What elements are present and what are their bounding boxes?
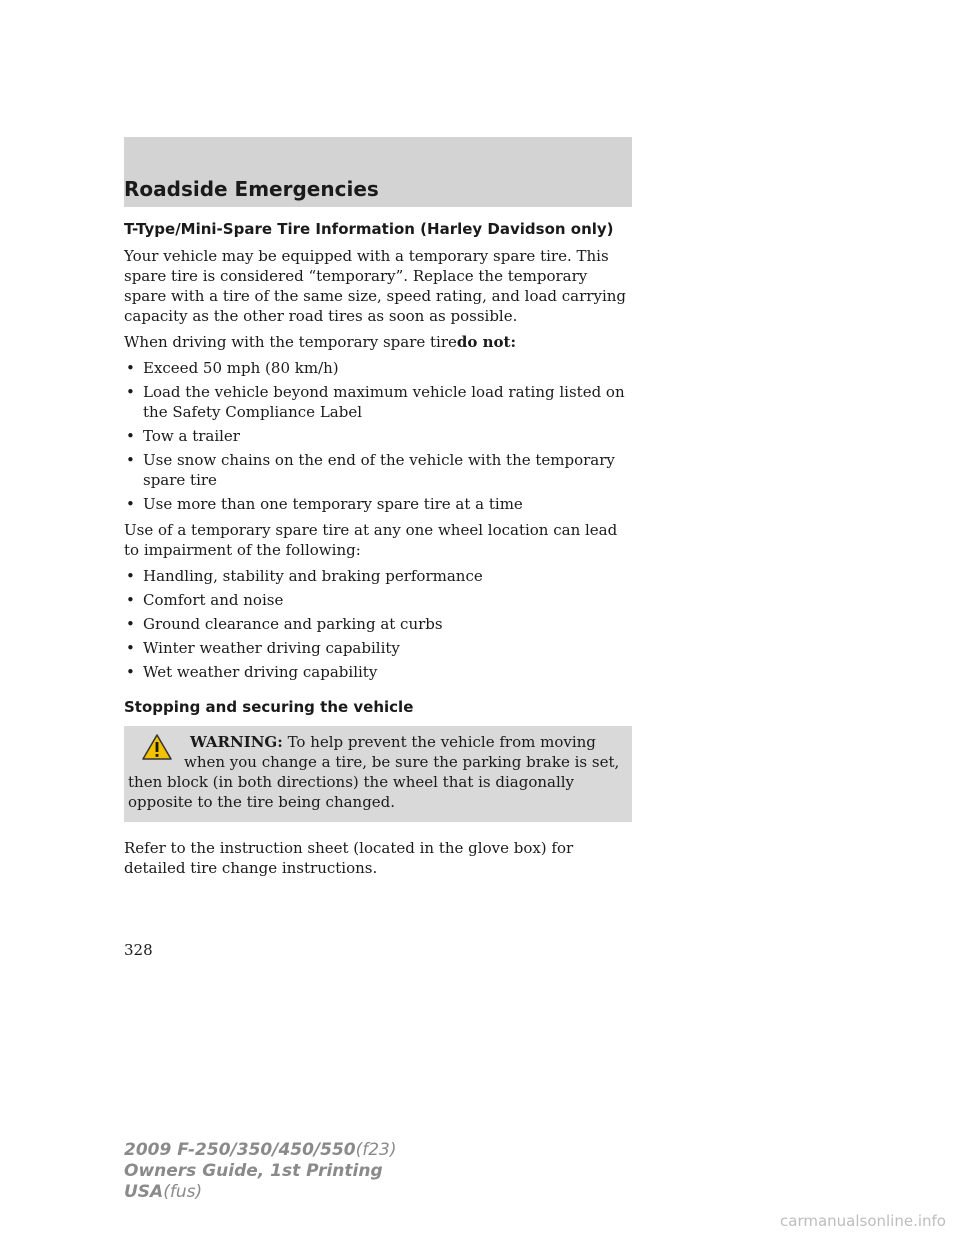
warning-text: To help prevent the vehicle from moving when you change a tire, be sure the parking brake is set, then block (in both directions) the wheel that is diagonally opposite to the tire being changed. bbox=[128, 733, 620, 811]
warning-label: WARNING: bbox=[190, 733, 283, 751]
driving-lead-text: When driving with the temporary spare tire bbox=[124, 333, 457, 351]
page-number: 328 bbox=[124, 941, 153, 959]
driving-lead bbox=[124, 332, 632, 352]
list-item: • Comfort and noise bbox=[126, 591, 284, 609]
list-item: • Tow a trailer bbox=[126, 427, 240, 445]
list-item: • Handling, stability and braking performance bbox=[126, 567, 483, 585]
list-item: • Load the vehicle beyond maximum vehicle load rating listed on the Safety Compliance Label bbox=[126, 383, 625, 421]
section-header-band bbox=[124, 137, 632, 207]
bullet-icon: • bbox=[126, 615, 135, 633]
bullet-icon: • bbox=[126, 663, 135, 681]
warning-triangle-icon bbox=[142, 734, 172, 760]
section-heading-stopping: Stopping and securing the vehicle bbox=[124, 698, 414, 716]
spare-tire-intro: Your vehicle may be equipped with a temporary spare tire. This spare tire is considered “temporary”. Replace the temporary spare with a tire of the same size, speed rating, and load carrying capacity as the other road tires as soon as possible. bbox=[124, 247, 627, 325]
chapter-title: Roadside Emergencies bbox=[124, 177, 379, 201]
section-stopping bbox=[124, 696, 632, 878]
site-watermark: carmanualsonline.info bbox=[780, 1212, 946, 1230]
list-item: • Use more than one temporary spare tire at a time bbox=[126, 495, 523, 513]
list-item: • Winter weather driving capability bbox=[126, 639, 400, 657]
section-heading-spare-tire: T-Type/Mini-Spare Tire Information (Harley Davidson only) bbox=[124, 220, 614, 238]
document-footer bbox=[124, 1140, 397, 1203]
bullet-icon: • bbox=[126, 639, 135, 657]
impairment-list bbox=[124, 566, 632, 682]
bullet-icon: • bbox=[126, 591, 135, 609]
bullet-icon: • bbox=[126, 567, 135, 585]
footer-line-1: 2009 F-250/350/450/550(f23) bbox=[124, 1140, 397, 1160]
list-item: • Ground clearance and parking at curbs bbox=[126, 615, 443, 633]
bullet-icon: • bbox=[126, 495, 135, 513]
bullet-icon: • bbox=[126, 359, 135, 377]
refer-instructions: Refer to the instruction sheet (located in the glove box) for detailed tire change instructions. bbox=[124, 839, 574, 877]
list-item: • Use snow chains on the end of the vehicle with the temporary spare tire bbox=[126, 451, 615, 489]
driving-lead-bold: do not: bbox=[456, 333, 516, 351]
footer-line-3: USA(fus) bbox=[124, 1182, 203, 1202]
bullet-icon: • bbox=[126, 427, 135, 445]
do-not-list bbox=[124, 358, 632, 514]
warning-box bbox=[124, 726, 632, 822]
page-content bbox=[124, 218, 632, 878]
list-item: • Exceed 50 mph (80 km/h) bbox=[126, 359, 339, 377]
impairment-intro: Use of a temporary spare tire at any one wheel location can lead to impairment of the following: bbox=[124, 521, 618, 559]
bullet-icon: • bbox=[126, 383, 135, 401]
list-item: • Wet weather driving capability bbox=[126, 663, 378, 681]
bullet-icon: • bbox=[126, 451, 135, 469]
footer-line-2: Owners Guide, 1st Printing bbox=[124, 1161, 383, 1181]
